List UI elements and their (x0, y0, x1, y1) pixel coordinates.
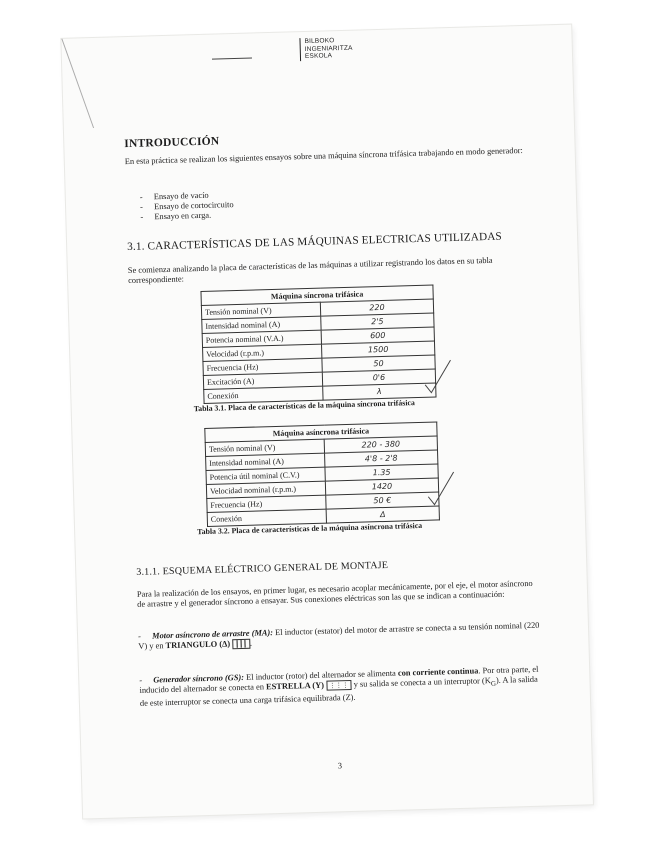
generator-text: y su salida se conecta a un interruptor (K (351, 676, 491, 690)
generator-text: El inductor (rotor) del alternador se alimenta (243, 668, 399, 682)
row-value: 0'6 (322, 369, 435, 386)
row-label: Velocidad nominal (r.p.m.) (206, 481, 325, 498)
asynchronous-machine-table (204, 421, 440, 526)
row-value: 50 € (326, 492, 439, 509)
row-label: Tensión nominal (V) (201, 302, 320, 319)
section-3-1-1-title: 3.1.1. ESQUEMA ELÉCTRICO GENERAL DE MONTAJE (136, 559, 389, 578)
checkmark-icon (420, 358, 455, 401)
generator-text: . Por otra parte, el inducido del alternador se conecta en (139, 664, 539, 696)
list-item: - Ensayo en carga. (140, 210, 234, 223)
row-label: Excitación (A) (203, 372, 322, 389)
test-list (140, 190, 234, 223)
row-label: Tensión nominal (V) (205, 439, 324, 456)
switch-subscript: G (490, 679, 497, 688)
motor-term: Motor asíncrono de arrastre (MA): (151, 628, 274, 641)
table-header: Máquina síncrona trifásica (201, 285, 433, 305)
row-label: Frecuencia (Hz) (207, 495, 326, 512)
row-label: Conexión (207, 509, 326, 526)
section-3-1-text: Se comienza analizando la placa de características de las máquinas a utilizar registrando los datos en su tabla correspondiente: (127, 255, 493, 286)
table-header: Máquina asíncrona trifásica (205, 422, 437, 442)
row-label: Velocidad (r.p.m.) (203, 344, 322, 361)
row-value: 220 (320, 299, 433, 316)
motor-connection: TRIANGULO (Δ) (165, 639, 231, 651)
table-2-caption: Tabla 3.2. Placa de características de la máquina asíncrona trifásica (197, 520, 423, 537)
page-fold (61, 37, 154, 128)
motor-end: . (249, 638, 253, 648)
row-label: Potencia nominal (V.A.) (202, 330, 321, 347)
row-value: 1.35 (325, 464, 438, 481)
header-rule (212, 58, 252, 60)
row-value: λ (323, 383, 436, 400)
list-item: - Ensayo de vacío (140, 190, 234, 203)
row-value: 50 (322, 355, 435, 372)
row-value: 1420 (325, 478, 438, 495)
section-3-1-1-text: Para la realización de los ensayos, en primer lugar, es necesario acoplar mecánicamente, por el eje, el motor asíncrono de arrastre y el generador síncrono a ensayar. Sus conexiones eléctricas son las que se indican a continuación: (136, 578, 533, 610)
checkmark-icon (424, 470, 459, 513)
logo-line: INGENIARITZA (304, 44, 353, 53)
school-logo (299, 37, 353, 61)
row-label: Potencia útil nominal (C.V.) (206, 467, 325, 484)
row-value: 4'8 - 2'8 (325, 450, 438, 467)
row-value: 2'5 (321, 313, 434, 330)
generator-term: Generador síncrono (GS): (153, 672, 245, 685)
row-label: Conexión (204, 386, 323, 403)
page-content (121, 25, 541, 771)
intro-text: En esta práctica se realizan los siguientes ensayos sobre una máquina síncrona trifásica trabajando en modo generador: (124, 145, 523, 167)
row-label: Frecuencia (Hz) (203, 358, 322, 375)
motor-bullet: - Motor asíncrono de arrastre (MA): El inductor (estator) del motor de arrastre se conecta a su tensión nominal (220 V) y en TRIANGULO (Δ) ┃┃┃ . (137, 620, 540, 652)
generator-bullet: - Generador síncrono (GS): El inductor (rotor) del alternador se alimenta con corriente continua. Por otra parte, el inducido del alternador se conecta en ESTRELLA (Y) ⋮⋮⋮ y su salida se conecta a un interruptor $(K_G)$. A la salida de este interruptor se conecta una carga trifásica equilibrada (Z). (139, 664, 539, 708)
delta-connection-icon: ┃┃┃ (232, 639, 250, 649)
intro-title: INTRODUCCIÓN (124, 135, 220, 151)
generator-dc: con corriente continua (397, 666, 479, 678)
logo-line: BILBOKO (304, 37, 335, 46)
motor-text: El inductor (estator) del motor de arrastre se conecta a su tensión nominal (220 V) y en (138, 620, 540, 652)
row-value: 220 - 380 (324, 436, 437, 453)
generator-text: ). A la salida de este interruptor se conecta una carga trifásica equilibrada (Z). (139, 674, 538, 708)
generator-connection: ESTRELLA (Y) (265, 680, 325, 692)
row-label: Intensidad nominal (A) (206, 453, 325, 470)
section-3-1-title: 3.1. CARACTERÍSTICAS DE LAS MÁQUINAS ELECTRICAS UTILIZADAS (127, 230, 503, 254)
row-label: Intensidad nominal (A) (202, 316, 321, 333)
list-item: - Ensayo de cortocircuito (140, 200, 234, 213)
star-connection-icon: ⋮⋮⋮ (326, 680, 352, 691)
table-1-caption: Tabla 3.1. Placa de características de la máquina síncrona trifásica (193, 398, 415, 414)
page-number: 3 (337, 761, 343, 771)
document-page (61, 25, 593, 819)
logo-line: ESKOLA (304, 52, 333, 61)
row-value: 600 (321, 327, 434, 344)
row-value: Δ (326, 506, 439, 523)
synchronous-machine-table (200, 285, 436, 404)
row-value: 1500 (321, 341, 434, 358)
